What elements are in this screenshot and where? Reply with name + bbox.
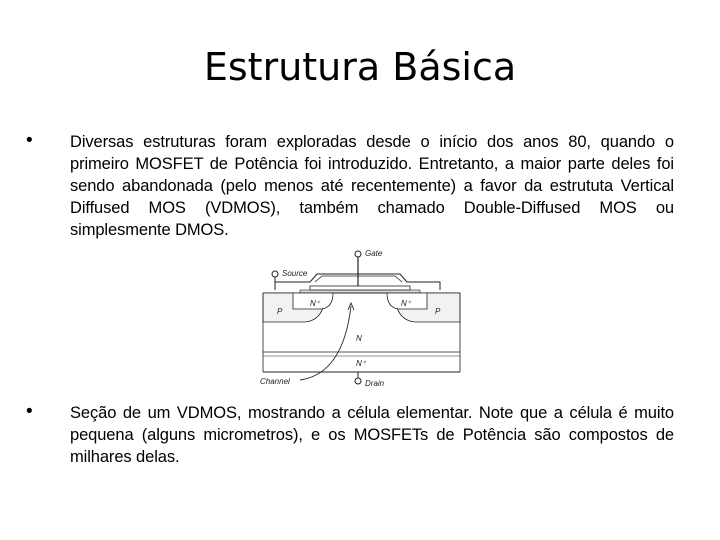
source-label: Source <box>282 269 308 278</box>
p-left-label: P <box>277 307 283 316</box>
p-right-label: P <box>435 307 441 316</box>
slide-title: Estrutura Básica <box>203 45 517 89</box>
channel-label: Channel <box>260 377 290 386</box>
bullet-marker: • <box>26 401 33 422</box>
bullet-marker: • <box>26 130 33 151</box>
n-plus-left-label: N⁺ <box>310 299 320 308</box>
gate-label: Gate <box>365 249 383 258</box>
source-terminal <box>272 271 278 277</box>
gate-terminal <box>355 251 361 257</box>
n-plus-right-label: N⁺ <box>401 299 411 308</box>
drain-terminal <box>355 378 361 384</box>
n-substrate-label: N⁺ <box>356 359 366 368</box>
drain-label: Drain <box>365 379 385 388</box>
bullet-text-2: Seção de um VDMOS, mostrando a célula elementar. Note que a célula é muito pequena (alguns micrometros), e os MOSFETs de Potência são compostos de milhares delas. <box>70 404 674 466</box>
bullet-text-1: Diversas estruturas foram exploradas desde o início dos anos 80, quando o primeiro MOSFET de Potência foi introduzido. Entretanto, a maior parte deles foi sendo abandonada (pelo menos até recentemente) a favor da estrututa Vertical Diffused MOS (VDMOS), também chamado Double-Diffused MOS ou simplesmente DMOS. <box>70 133 674 239</box>
n-drift-label: N <box>356 334 362 343</box>
vdmos-section-diagram <box>255 246 470 388</box>
gate-poly <box>310 286 410 290</box>
